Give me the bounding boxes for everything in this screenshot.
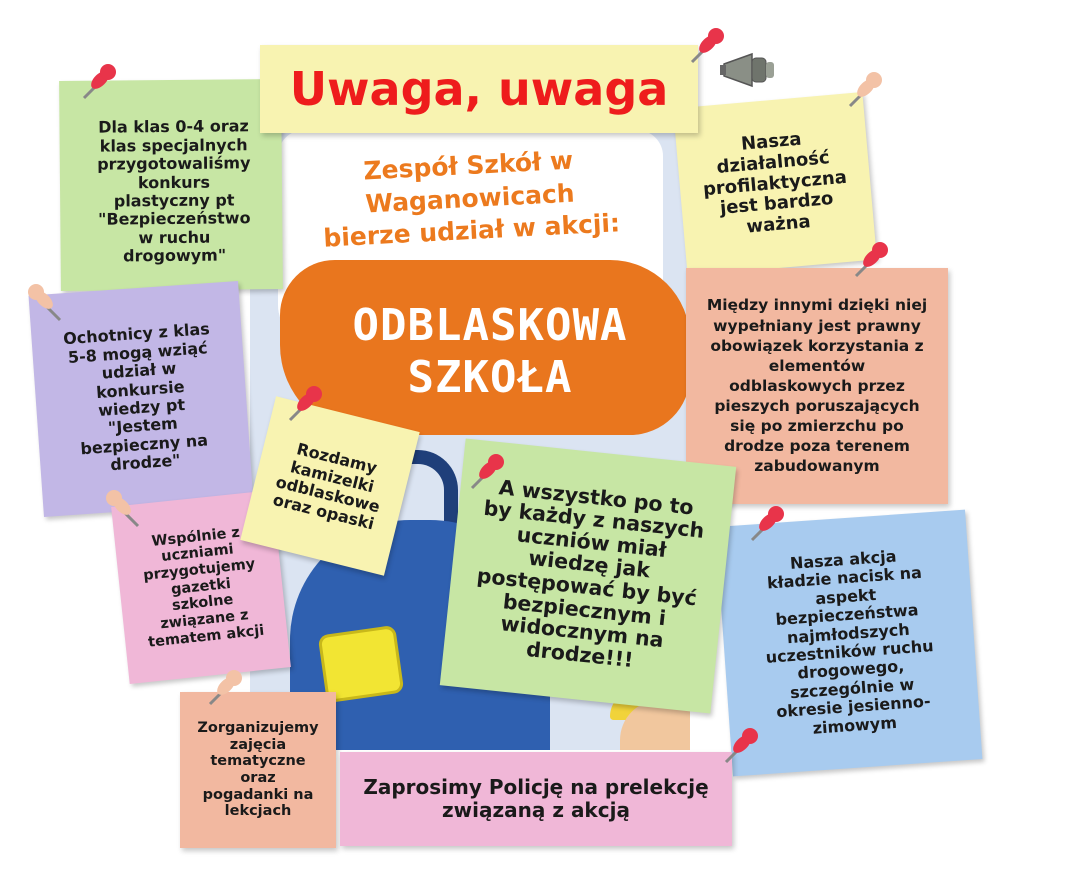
note-text: Dla klas 0-4 oraz klas specjalnych przygotowaliśmy konkurs plastyczny pt "Bezpieczeństwo w ruchu drogowym" (97, 116, 251, 266)
note-zaprosimy (340, 752, 732, 846)
poster-logo-text: ODBLASKOWA SZKOŁA (352, 300, 628, 403)
push-pin-icon (836, 66, 888, 118)
note-text: A wszystko po to by każdy z naszych uczniów miał wiedzę jak postępować by być bezpiecznym i widocznym na drodze!!! (475, 475, 706, 672)
push-pin-icon (100, 484, 152, 536)
push-pin-icon (196, 664, 248, 716)
push-pin-icon (678, 22, 730, 74)
note-text: Rozdamy kamizelki odblaskowe oraz opaski (270, 439, 382, 534)
note-text: Wspólnie z uczniami przygotujemy gazetki szkolne związane z tematem akcji (142, 524, 265, 651)
push-pin-icon (712, 722, 764, 774)
note-text: Ochotnicy z klas 5-8 mogą wziąć udział w konkursie wiedzy pt "Jestem bezpieczny na drodze" (62, 319, 211, 475)
note-text: Nasza działalność profilaktyczna jest bardzo ważna (702, 128, 848, 238)
note-text: Zorganizujemy zajęcia tematyczne oraz pogadanki na lekcjach (197, 719, 319, 820)
push-pin-icon (458, 448, 510, 500)
push-pin-icon (276, 380, 328, 432)
note-text: Między innymi dzięki niej wypełniany jest prawny obowiązek korzystania z elementów odblaskowych przez pieszych poruszających się po zmierzchu po drodze poza terenem zabudowanym (706, 296, 928, 476)
push-pin-icon (22, 278, 74, 330)
push-pin-icon (70, 58, 122, 110)
poster-subtitle: Zespół Szkół w Waganowicach bierze udział w akcji: (322, 145, 621, 253)
push-pin-icon (842, 236, 894, 288)
note-text: Nasza akcja kładzie nacisk na aspekt bezpieczeństwa najmłodszych uczestników ruchu drogowego, szczególnie w okresie jesienno- zimowym (765, 546, 935, 738)
title-note (260, 45, 698, 133)
note-text: Zaprosimy Policję na prelekcję związaną z akcją (363, 775, 709, 822)
page-title: Uwaga, uwaga (289, 61, 669, 116)
note-klas-0-4 (59, 79, 283, 291)
push-pin-icon (738, 500, 790, 552)
